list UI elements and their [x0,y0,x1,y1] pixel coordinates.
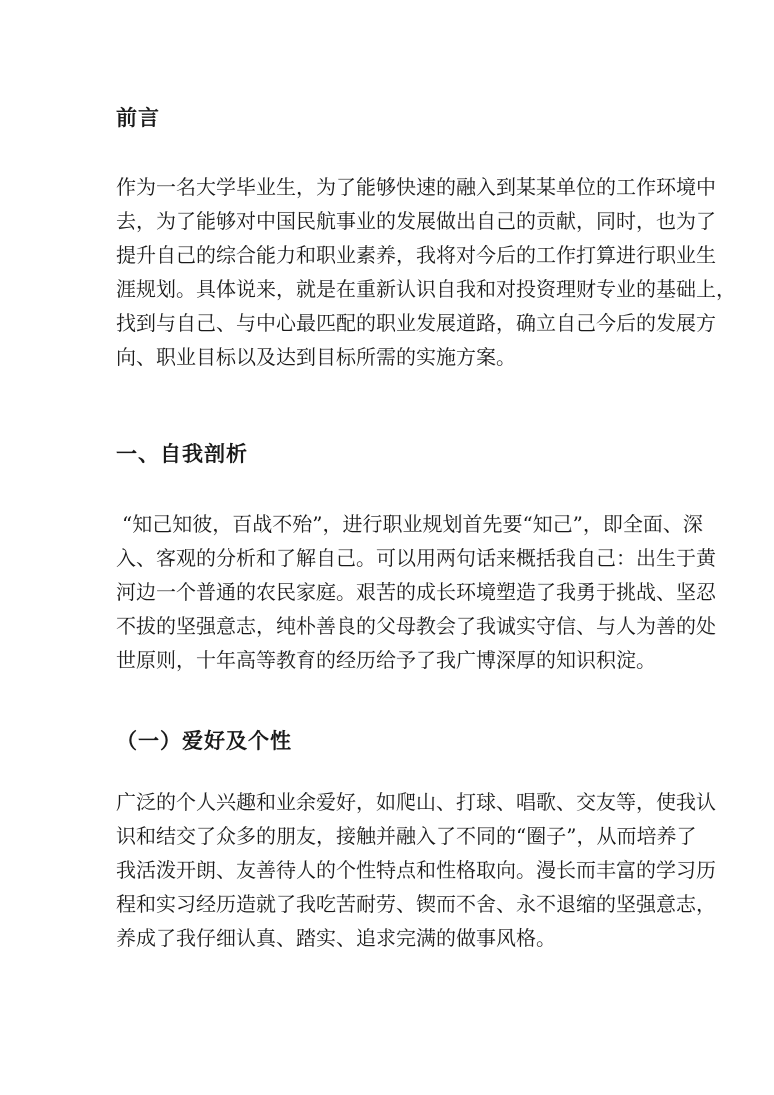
paragraph-line: 世原则，十年高等教育的经历给予了我广博深厚的知识积淀。 [116,648,656,672]
paragraph-line: “知己知彼，百战不殆”，进行职业规划首先要“知己”，即全面、深 [122,512,703,536]
paragraph-line: 去，为了能够对中国民航事业的发展做出自己的贡献，同时，也为了 [116,209,716,233]
paragraph-line: 广泛的个人兴趣和业余爱好，如爬山、打球、唱歌、交友等，使我认 [116,790,716,814]
paragraph-line: 入、客观的分析和了解自己。可以用两句话来概括我自己：出生于黄 [116,546,716,570]
paragraph-line: 向、职业目标以及达到目标所需的实施方案。 [116,345,516,369]
heading-self-analysis: 一、自我剖析 [116,441,248,466]
paragraph-preface [116,170,736,374]
paragraph-line: 提升自己的综合能力和职业素养，我将对今后的工作打算进行职业生 [116,243,716,267]
paragraph-line: 识和结交了众多的朋友，接触并融入了不同的“圈子”，从而培养了 [116,824,697,848]
heading-hobbies-personality: （一）爱好及个性 [116,728,292,753]
heading-preface: 前言 [116,105,160,130]
paragraph-hobbies-personality [116,785,716,955]
paragraph-line: 不拔的坚强意志，纯朴善良的父母教会了我诚实守信、与人为善的处 [116,614,716,638]
paragraph-line: 程和实习经历造就了我吃苦耐劳、锲而不舍、永不退缩的坚强意志， [116,892,716,916]
paragraph-line: 我活泼开朗、友善待人的个性特点和性格取向。漫长而丰富的学习历 [116,858,716,882]
paragraph-line: 养成了我仔细认真、踏实、追求完满的做事风格。 [116,926,556,950]
paragraph-line: 找到与自己、与中心最匹配的职业发展道路，确立自己今后的发展方 [116,311,716,335]
paragraph-line: 河边一个普通的农民家庭。艰苦的成长环境塑造了我勇于挑战、坚忍 [116,580,716,604]
paragraph-line: 作为一名大学毕业生，为了能够快速的融入到某某单位的工作环境中 [116,175,716,199]
paragraph-self-analysis [116,507,716,677]
paragraph-line: 涯规划。具体说来，就是在重新认识自我和对投资理财专业的基础上， [116,277,736,301]
